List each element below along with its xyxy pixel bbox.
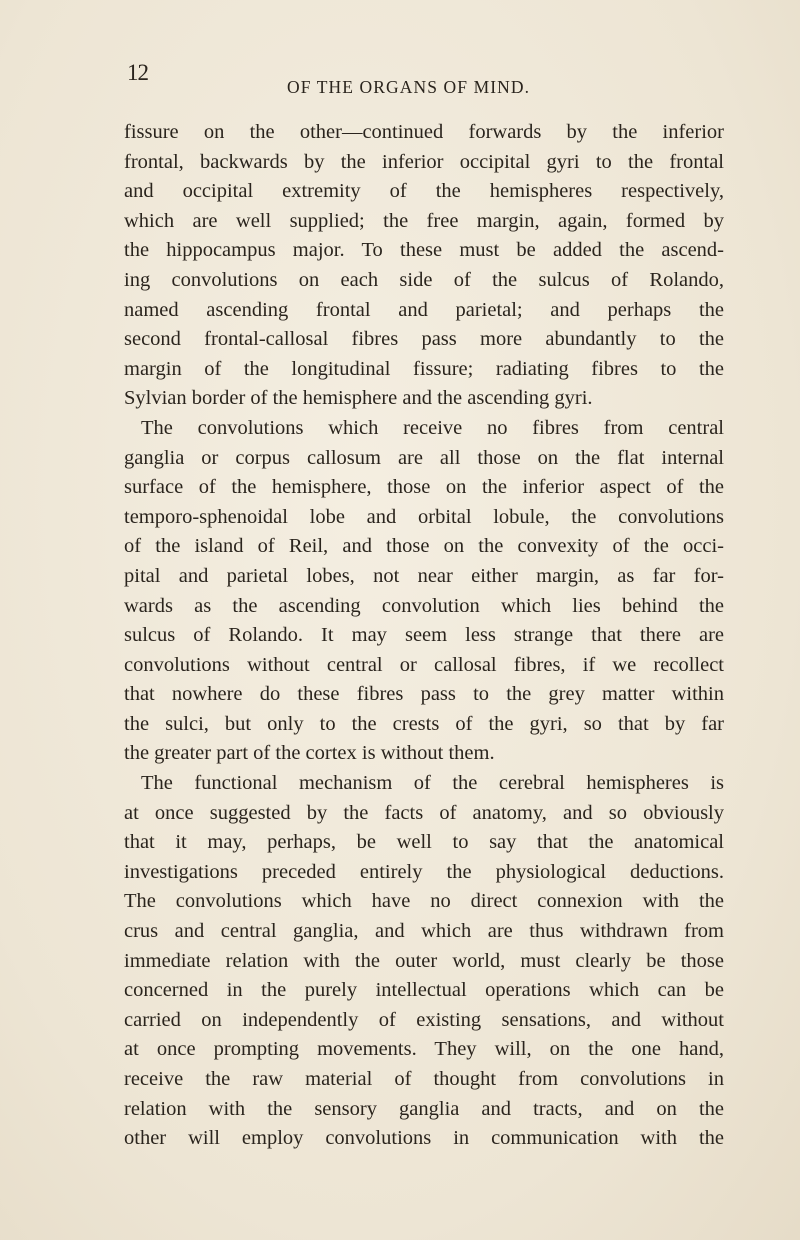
text-line: immediate relation with the outer world, must clearly be those bbox=[124, 949, 724, 972]
text-line: that nowhere do these fibres pass to the grey matter within bbox=[124, 683, 724, 706]
running-title: OF THE ORGANS OF MIND. bbox=[287, 77, 531, 97]
text-line: fissure on the other—continued forwards by the inferior bbox=[124, 121, 724, 143]
text-line: relation with the sensory ganglia and tracts, and on the bbox=[124, 1097, 724, 1120]
text-line: ganglia or corpus callosum are all those on the flat internal bbox=[124, 446, 724, 469]
text-line: the sulci, but only to the crests of the gyri, so that by far bbox=[124, 712, 724, 735]
text-line: The convolutions which have no direct connexion with the bbox=[124, 890, 724, 913]
text-line: and occipital extremity of the hemispheres respectively, bbox=[124, 180, 724, 203]
text-line: the hippocampus major. To these must be added the ascend- bbox=[124, 239, 724, 262]
text-line: receive the raw material of thought from convolutions in bbox=[124, 1068, 724, 1090]
text-line: temporo-sphenoidal lobe and orbital lobule, the convolutions bbox=[124, 505, 724, 528]
text-line: crus and central ganglia, and which are thus withdrawn from bbox=[124, 920, 724, 943]
text-line: frontal, backwards by the inferior occipital gyri to the frontal bbox=[124, 150, 724, 173]
text-line: carried on independently of existing sensations, and without bbox=[124, 1008, 724, 1031]
text-line: concerned in the purely intellectual operations which can be bbox=[124, 979, 724, 1002]
text-line: named ascending frontal and parietal; and perhaps the bbox=[124, 298, 724, 321]
text-line: surface of the hemisphere, those on the inferior aspect of the bbox=[124, 476, 724, 499]
text-line: second frontal-callosal fibres pass more abundantly to the bbox=[124, 328, 724, 351]
text-line: at once suggested by the facts of anatomy, and so obviously bbox=[124, 801, 724, 824]
text-line: ing convolutions on each side of the sulcus of Rolando, bbox=[124, 268, 724, 291]
text-line: investigations preceded entirely the physiological deductions. bbox=[124, 860, 724, 883]
text-line: convolutions without central or callosal fibres, if we recollect bbox=[124, 653, 724, 676]
text-line: at once prompting movements. They will, on the one hand, bbox=[124, 1038, 724, 1061]
text-line: Sylvian border of the hemisphere and the ascending gyri. bbox=[124, 387, 593, 410]
text-line: which are well supplied; the free margin, again, formed by bbox=[124, 209, 724, 232]
text-line: that it may, perhaps, be well to say that the anatomical bbox=[124, 831, 724, 854]
text-line: of the island of Reil, and those on the convexity of the occi- bbox=[124, 535, 724, 558]
text-line: the greater part of the cortex is without them. bbox=[124, 742, 495, 765]
body-text bbox=[124, 118, 724, 1154]
text-line: pital and parietal lobes, not near either margin, as far for- bbox=[124, 564, 724, 587]
text-line: The functional mechanism of the cerebral hemispheres is bbox=[141, 772, 724, 795]
text-line: wards as the ascending convolution which lies behind the bbox=[124, 594, 724, 617]
text-line: margin of the longitudinal fissure; radiating fibres to the bbox=[124, 357, 724, 380]
text-line: The convolutions which receive no fibres from central bbox=[141, 416, 724, 439]
text-line: other will employ convolutions in communication with the bbox=[124, 1127, 724, 1150]
text-line: sulcus of Rolando. It may seem less strange that there are bbox=[124, 624, 724, 647]
page-number: 12 bbox=[127, 60, 148, 85]
